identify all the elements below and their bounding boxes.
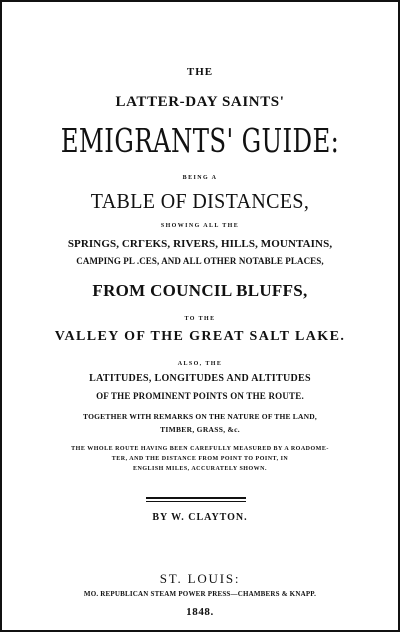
title-the: THE — [186, 66, 214, 78]
text-together-line: TOGETHER WITH REMARKS ON THE NATURE OF THE LAND, — [83, 412, 317, 421]
text-also-the: ALSO, THE — [177, 361, 223, 367]
heading-from-council-bluffs: FROM COUNCIL BLUFFS, — [92, 281, 308, 300]
text-camping-line: CAMPING PL .CES, AND ALL OTHER NOTABLE PLACES, — [76, 256, 324, 266]
text-prominent-line: OF THE PROMINENT POINTS ON THE ROUTE. — [96, 391, 304, 401]
heading-valley-line: VALLEY OF THE GREAT SALT LAKE. — [54, 329, 346, 344]
divider-thick — [146, 497, 246, 499]
imprint-press: MO. REPUBLICAN STEAM POWER PRESS—CHAMBERS & KNAPP. — [83, 590, 317, 598]
imprint-year: 1848. — [186, 606, 214, 618]
imprint-place: ST. LOUIS: — [159, 571, 241, 586]
title-emigrants-guide: EMIGRANTS' GUIDE: — [60, 121, 340, 160]
text-route-line-3: ENGLISH MILES, ACCURATELY SHOWN. — [133, 466, 267, 472]
text-route-line-1: THE WHOLE ROUTE HAVING BEEN CAREFULLY MEASURED BY A ROADOME- — [71, 446, 329, 452]
subtitle-table-of-distances: TABLE OF DISTANCES, — [90, 189, 310, 213]
text-timber-line: TIMBER, GRASS, &c. — [160, 425, 240, 434]
page-border-top — [0, 0, 400, 2]
text-latitudes-line: LATITUDES, LONGITUDES AND ALTITUDES — [89, 373, 311, 384]
text-to-the: TO THE — [184, 316, 216, 322]
text-showing-all-the: SHOWING ALL THE — [160, 223, 240, 229]
divider-thin — [146, 501, 246, 502]
text-being-a: BEING A — [182, 175, 218, 181]
title-latter-day-saints: LATTER-DAY SAINTS' — [115, 94, 285, 110]
text-springs-line: SPRINGS, CRΓEKS, RIVERS, HILLS, MOUNTAINS, — [67, 238, 333, 250]
author-line: BY W. CLAYTON. — [152, 512, 248, 523]
text-route-line-2: TER, AND THE DISTANCE FROM POINT TO POINT, IN — [111, 456, 289, 462]
